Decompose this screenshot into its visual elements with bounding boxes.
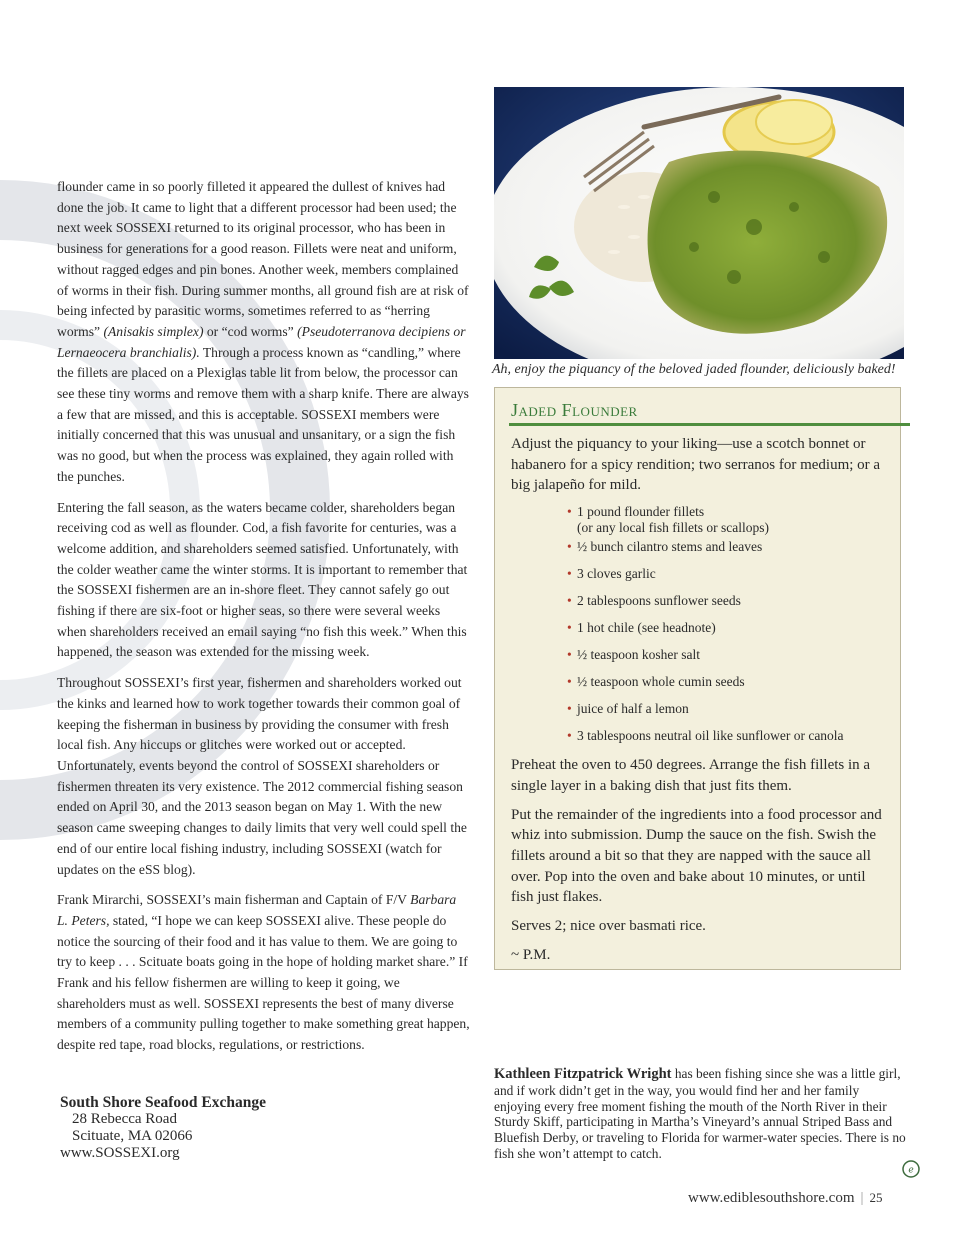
recipe-title: Jaded Flounder [509, 400, 910, 426]
contact-address [60, 1094, 266, 1162]
magazine-website-link[interactable]: www.ediblesouthshore.com [688, 1190, 855, 1206]
street-address: 28 Rebecca Road [72, 1111, 177, 1127]
photo-caption: Ah, enjoy the piquancy of the beloved jaded flounder, deliciously baked! [492, 362, 896, 377]
recipe-step: Put the remainder of the ingredients into a food processor and whiz into submission. Dump the sauce on the fish. Swish the fillets around a bit so that they are napped with the sauce all over. Pop into the oven and bake about 10 minutes, or until fish just flakes. [511, 806, 882, 906]
footer-separator: | [860, 1190, 864, 1206]
ingredient-item: • ½ bunch cilantro stems and leaves [567, 539, 884, 555]
city-address: Scituate, MA 02066 [72, 1128, 193, 1144]
recipe-step: Preheat the oven to 450 degrees. Arrange the fish fillets in a single layer in a baking dish that just fits them. [511, 757, 871, 794]
ingredient-list [511, 504, 884, 744]
recipe-photo [494, 87, 904, 359]
ingredient-item: • juice of half a lemon [567, 701, 884, 717]
page-footer [688, 1190, 883, 1207]
organization-website-link[interactable]: www.SOSSEXI.org [60, 1145, 180, 1161]
ingredient-item: • 1 hot chile (see headnote) [567, 620, 884, 636]
svg-text:e: e [908, 1165, 914, 1176]
ingredient-item: • ½ teaspoon whole cumin seeds [567, 674, 884, 690]
ingredient-item: • ½ teaspoon kosher salt [567, 647, 884, 663]
recipe-headnote: Adjust the piquancy to your liking—use a scotch bonnet or habanero for a spicy rendition; two serranos for medium; or a big jalapeño for mild. [511, 436, 881, 494]
article-body [57, 177, 470, 1066]
organization-name: South Shore Seafood Exchange [60, 1094, 266, 1111]
author-bio [494, 1066, 906, 1162]
plated-flounder-image [494, 87, 904, 359]
article-paragraph: Throughout SOSSEXI’s first year, fishermen and shareholders worked out the kinks and learned how to work together towards their common goal of keeping the fisherman in business by providing the consumer with fresh local fish. Any hiccups or glitches were worked out or accepted. Unfortunately, events beyond the control of SOSSEXI shareholders or fishermen threaten its very existence. The 2012 commercial fishing season ended on April 30, and the 2013 season began on May 1. With the new season came sweeping changes to daily limits that very well could spell the end of our entire local fishing industry, including SOSSEXI (watch for updates on the eSS blog). [57, 675, 467, 877]
article-paragraph: Frank Mirarchi, SOSSEXI’s main fisherman and Captain of F/V Barbara L. Peters, stated, “I hope we can keep SOSSEXI alive. These people do notice the sourcing of their food and it has value to them. We are going to try to keep . . . Scituate boats going in the hope of holding market share.” If Frank and his fellow fishermen are willing to keep it going, we shareholders must as well. SOSSEXI represents the best of many diverse members of a community pulling together to make something great happen, despite red tape, road blocks, regulations, or restrictions. [57, 892, 470, 1053]
author-name: Kathleen Fitzpatrick Wright [494, 1066, 672, 1082]
page-number: 25 [869, 1190, 883, 1205]
vessel-name: Barbara L. Peters, [57, 892, 457, 928]
ingredient-item: • 2 tablespoons sunflower seeds [567, 593, 884, 609]
recipe-signoff: ~ P.M. [511, 946, 551, 963]
article-paragraph: Entering the fall season, as the waters became colder, shareholders began receiving cod as well as flounder. Cod, a fish favorite for centuries, was a welcome addition, and shareholders seemed satisfied. Unfortunately, with the colder weather came the winter storms. It is important to remember that the SOSSEXI fishermen are an in-shore fleet. They cannot safely go out fishing if there are six-foot or higher seas, so there were several weeks when shareholders received an email saying “no fish this week.” When this happened, the season was extended for the missing week. [57, 499, 468, 660]
recipe-box [494, 387, 901, 970]
edible-logo-icon [902, 1160, 920, 1178]
ingredient-item: • 1 pound flounder fillets (or any local fish fillets or scallops) [567, 504, 884, 536]
article-paragraph: flounder came in so poorly filleted it appeared the dullest of knives had done the job. It came to light that a different processor had been used; the next week SOSSEXI returned to its original processor, who has been in business for generations for a good reason. Fillets were neat and uniform, without ragged edges and pin bones. Another week, members complained of worms in their fish. During summer months, all ground fish are at risk of being infected by parasitic worms, sometimes referred to as “herring worms” (Anisakis simplex) or “cod worms” (Pseudoterranova decipiens or Lernaeocera branchialis). Through a process known as “candling,” where the fillets are placed on a Plexiglas table lit from below, the processor can see these tiny worms and remove them with a sharp knife. There are always a few that are missed, and this is acceptable. SOSSEXI members were initially concerned that this was unusual and unsanitary, or a sign the fish was no good, but when the process was explained, they again rolled with the punches. [57, 179, 469, 484]
author-bio-text: has been fishing since she was a little girl, and if work didn’t get in the way, you would find her and her family enjoying every free moment fishing the mouth of the North River in their Sturdy Skiff, participating in Martha’s Vineyard’s annual Striped Bass and Bluefish Derby, or traveling to Florida for warmer-water species. There is no fish she won’t attempt to catch. [494, 1066, 906, 1161]
recipe-servings: Serves 2; nice over basmati rice. [511, 918, 706, 935]
ingredient-item: • 3 cloves garlic [567, 566, 884, 582]
ingredient-item: • 3 tablespoons neutral oil like sunflower or canola [567, 728, 884, 744]
